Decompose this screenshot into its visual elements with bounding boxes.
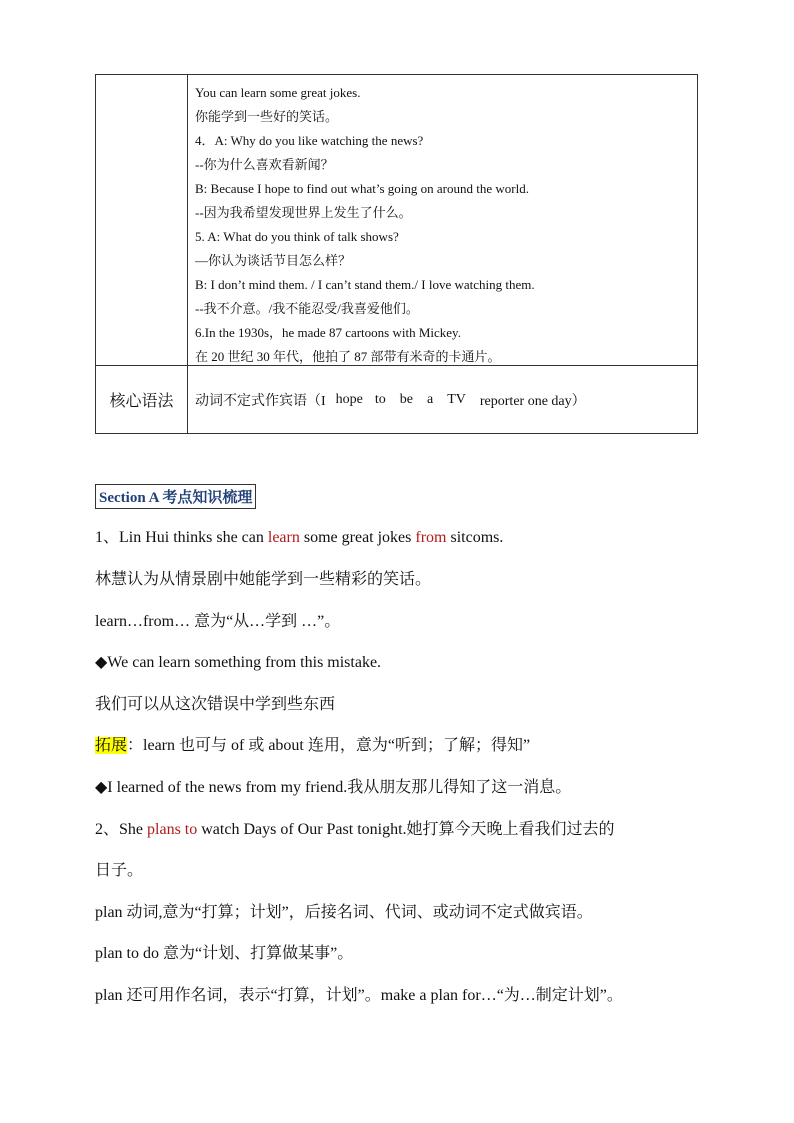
key-word: plans to [147, 821, 198, 838]
sentence-line: 5. A: What do you think of talk shows? [195, 229, 399, 244]
example-sentence: ◆I learned of the news from my friend.我从朋友那儿得知了这一消息。 [95, 779, 572, 796]
sentence-line: 6.In the 1930s，he made 87 cartoons with Mickey. [195, 325, 461, 340]
point-1-sentence [95, 527, 503, 549]
extension-note [95, 735, 530, 757]
vocab-table [95, 74, 698, 434]
paragraph: learn…from… 意为“从…学到 …”。 [95, 613, 341, 630]
table-column-divider [187, 75, 188, 433]
text-segment: 1、Lin Hui thinks she can [95, 529, 268, 546]
sentence-line: 你能学到一些好的笑话。 [195, 109, 339, 124]
sentence-cell [195, 81, 691, 369]
paragraph: plan 动词,意为“打算；计划”，后接名词、代词、或动词不定式做宾语。 [95, 904, 593, 921]
sentence-line: 4．A: Why do you like watching the news? [195, 133, 424, 148]
key-word: learn [267, 529, 300, 546]
text-segment: watch Days of Our Past tonight.她打算今天晚上看我们过去的 [197, 821, 615, 838]
grammar-suffix: reporter one day） [479, 393, 586, 409]
grammar-prefix: 动词不定式作宾语（I [195, 393, 326, 409]
grammar-word: be [399, 391, 413, 407]
grammar-word: to [374, 391, 386, 407]
sentence-line: --因为我希望发现世界上发生了什么。 [195, 205, 412, 220]
text-segment: 2、She [95, 821, 148, 838]
sentence-line: --我不介意。/我不能忍受/我喜爱他们。 [195, 301, 419, 316]
highlight-label: 拓展 [95, 737, 128, 754]
grammar-word: TV [447, 391, 466, 407]
text-segment: ：learn 也可与 of 或 about 连用，意为“听到；了解；得知” [127, 737, 531, 754]
sentence-line: B: I don’t mind them. / I can’t stand them./ I love watching them. [195, 277, 535, 292]
sentence-line: B: Because I hope to find out what’s going on around the world. [195, 181, 529, 196]
sentence-line: --你为什么喜欢看新闻？ [195, 157, 334, 172]
grammar-word: hope [335, 391, 363, 407]
paragraph: plan to do 意为“计划、打算做某事”。 [95, 945, 354, 962]
paragraph: plan 还可用作名词，表示“打算，计划”。make a plan for…“为…制定计划”。 [95, 987, 623, 1004]
grammar-label: 核心语法 [109, 391, 174, 410]
key-word: from [415, 529, 447, 546]
paragraph: 日子。 [95, 862, 144, 879]
sentence-line: 在 20 世纪 30 年代，他拍了 87 部带有米奇的卡通片。 [195, 349, 501, 364]
example-sentence: ◆We can learn something from this mistake. [95, 654, 382, 671]
sentence-line: —你认为谈话节目怎么样？ [195, 253, 352, 268]
text-segment: sitcoms. [446, 529, 504, 546]
sentence-line: You can learn some great jokes. [195, 85, 361, 100]
paragraph: 林慧认为从情景剧中她能学到一些精彩的笑话。 [95, 571, 432, 588]
point-2-sentence [95, 819, 615, 841]
paragraph: 我们可以从这次错误中学到些东西 [95, 696, 336, 713]
section-title: Section A 考点知识梳理 [95, 484, 256, 509]
grammar-value [195, 366, 586, 433]
grammar-word: a [427, 391, 434, 407]
text-segment: some great jokes [299, 529, 416, 546]
